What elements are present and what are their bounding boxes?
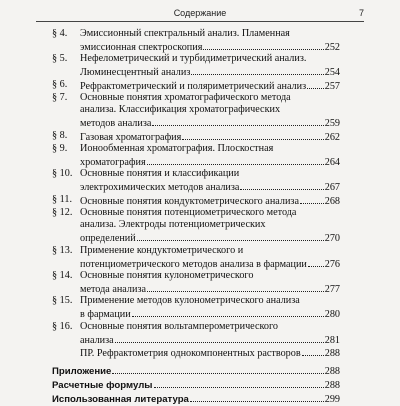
toc-entry-title-line: потенциометрического методов анализа в фармации (80, 258, 307, 270)
toc-entry-title-line: анализа. Электроды потенциометрических (80, 219, 266, 231)
toc-entry-title-line: метода анализа (80, 284, 147, 295)
toc-entry-page: 276 (324, 258, 340, 270)
toc-entry (52, 194, 340, 206)
toc-entry-title-line: Основные понятия кондуктометрического анализа (80, 195, 299, 207)
toc-entry-title-line: Основные понятия кулонометрического (80, 270, 254, 281)
toc-entry (52, 207, 340, 243)
toc-entry-number: § 16. (52, 320, 73, 332)
toc-entry-title-line: Люминесцентный анализ (80, 67, 191, 79)
toc-entry-title-line: эмиссионная спектроскопия (80, 42, 203, 53)
dot-leader (300, 194, 324, 204)
toc-entry (52, 245, 340, 269)
dot-leader (182, 130, 323, 140)
dot-leader (308, 257, 324, 267)
toc-section-title: Расчетные формулы (52, 379, 153, 391)
dot-leader (190, 392, 324, 402)
toc-section-title: Приложение (52, 365, 112, 377)
toc-entry-title-line: анализа (80, 334, 114, 346)
dot-leader (115, 333, 324, 343)
toc-entry-page: 252 (324, 42, 340, 53)
dot-leader (152, 116, 323, 126)
dot-leader (147, 155, 324, 165)
toc-entry (52, 270, 340, 294)
toc-entry-page: 257 (324, 80, 340, 92)
toc-entry-title-line: Основные понятия потенциометрического метода (80, 207, 297, 219)
toc-entry (52, 143, 340, 167)
toc-entry-title-line: хроматография (80, 157, 146, 168)
toc-entry-number: § 9. (52, 143, 68, 154)
toc-section-entry (52, 378, 340, 392)
toc-entry (52, 346, 340, 358)
toc-entry-number: § 13. (52, 244, 73, 256)
toc-entry-title-line: Рефрактометрический и поляриметрический анализ (80, 80, 307, 92)
header-rule (36, 21, 364, 22)
toc-section-page: 288 (324, 379, 340, 391)
toc-entry-page: 267 (324, 182, 340, 194)
toc-entry-title-line: определений (80, 233, 136, 245)
toc-entry-title-line: Основные понятия вольтамперометрического (80, 320, 279, 332)
toc-entry-page: 277 (324, 284, 340, 295)
toc-entry-title-line: анализа. Классификация хроматографических (80, 104, 281, 116)
toc-section-entry (52, 364, 340, 378)
dot-leader (302, 346, 324, 356)
toc-entry-title-line: электрохимических методов анализа (80, 182, 240, 194)
toc-entry-page: 259 (324, 118, 340, 130)
toc-entry-number: § 8. (52, 129, 68, 141)
toc-entry (52, 321, 340, 345)
toc-entry-title-line: в фармации (80, 309, 131, 321)
header-title: Содержание (173, 8, 227, 18)
toc-entry-title-line: Ионообменная хроматография. Плоскостная (80, 143, 274, 154)
toc-entry (52, 92, 340, 128)
toc-section-title: Использованная литература (52, 393, 189, 405)
toc-entry-number: § 12. (52, 207, 73, 219)
toc-entry-title-line: Нефелометрический и турбидиметрический анализ. (80, 53, 307, 65)
toc-entry-page: 264 (324, 157, 340, 168)
toc-entry-number: § 6. (52, 78, 68, 90)
dot-leader (191, 65, 323, 75)
toc-entry-number: § 10. (52, 168, 73, 180)
dot-leader (240, 180, 323, 190)
toc-entry-title-line: Основные понятия и классификации (80, 168, 240, 180)
toc-entry (52, 53, 340, 77)
toc-entry-page: 254 (324, 67, 340, 79)
header-page-number: 7 (358, 8, 364, 18)
toc-entry (52, 79, 340, 91)
toc-entry (52, 168, 340, 192)
dot-leader (112, 364, 323, 374)
toc-entry-number: § 4. (52, 28, 68, 39)
toc-entry-page: 280 (324, 309, 340, 321)
toc-entry-number: § 15. (52, 295, 73, 307)
dot-leader (307, 79, 324, 89)
dot-leader (154, 378, 324, 388)
toc-section-page: 288 (324, 365, 340, 377)
toc-entry-title-line: Применение кондуктометрического и (80, 244, 244, 256)
toc-entry-page: 268 (324, 195, 340, 207)
toc-entry-title-line: Основные понятия хроматографического метода (80, 92, 291, 104)
toc-entry-page: 281 (324, 334, 340, 346)
toc-entry-number: § 7. (52, 92, 68, 104)
toc-entry-number: § 5. (52, 53, 68, 65)
toc-entry-title-line: Эмиссионный спектральный анализ. Пламенная (80, 28, 290, 39)
dot-leader (137, 231, 324, 241)
dot-leader (147, 282, 324, 292)
toc-entry-number: § 11. (52, 193, 72, 205)
toc-entry-title-line: ПР. Рефрактометрия однокомпонентных растворов (80, 348, 301, 360)
toc-entry (52, 130, 340, 142)
toc-entry-page: 262 (324, 131, 340, 143)
toc-entry-number: § 14. (52, 270, 73, 281)
toc-entry-title-line: методов анализа (80, 118, 152, 130)
toc-entry-page: 288 (324, 348, 340, 360)
dot-leader (203, 40, 323, 50)
toc-entry-title-line: Газовая хроматография (80, 131, 182, 143)
toc-section-entry (52, 392, 340, 406)
toc-entry-page: 270 (324, 233, 340, 245)
running-header (36, 6, 364, 22)
toc-entry (52, 295, 340, 319)
toc-entry-title-line: Применение методов кулонометрического анализа (80, 295, 300, 307)
toc-section-page: 299 (324, 393, 340, 405)
dot-leader (132, 307, 324, 317)
toc-entry (52, 28, 340, 52)
